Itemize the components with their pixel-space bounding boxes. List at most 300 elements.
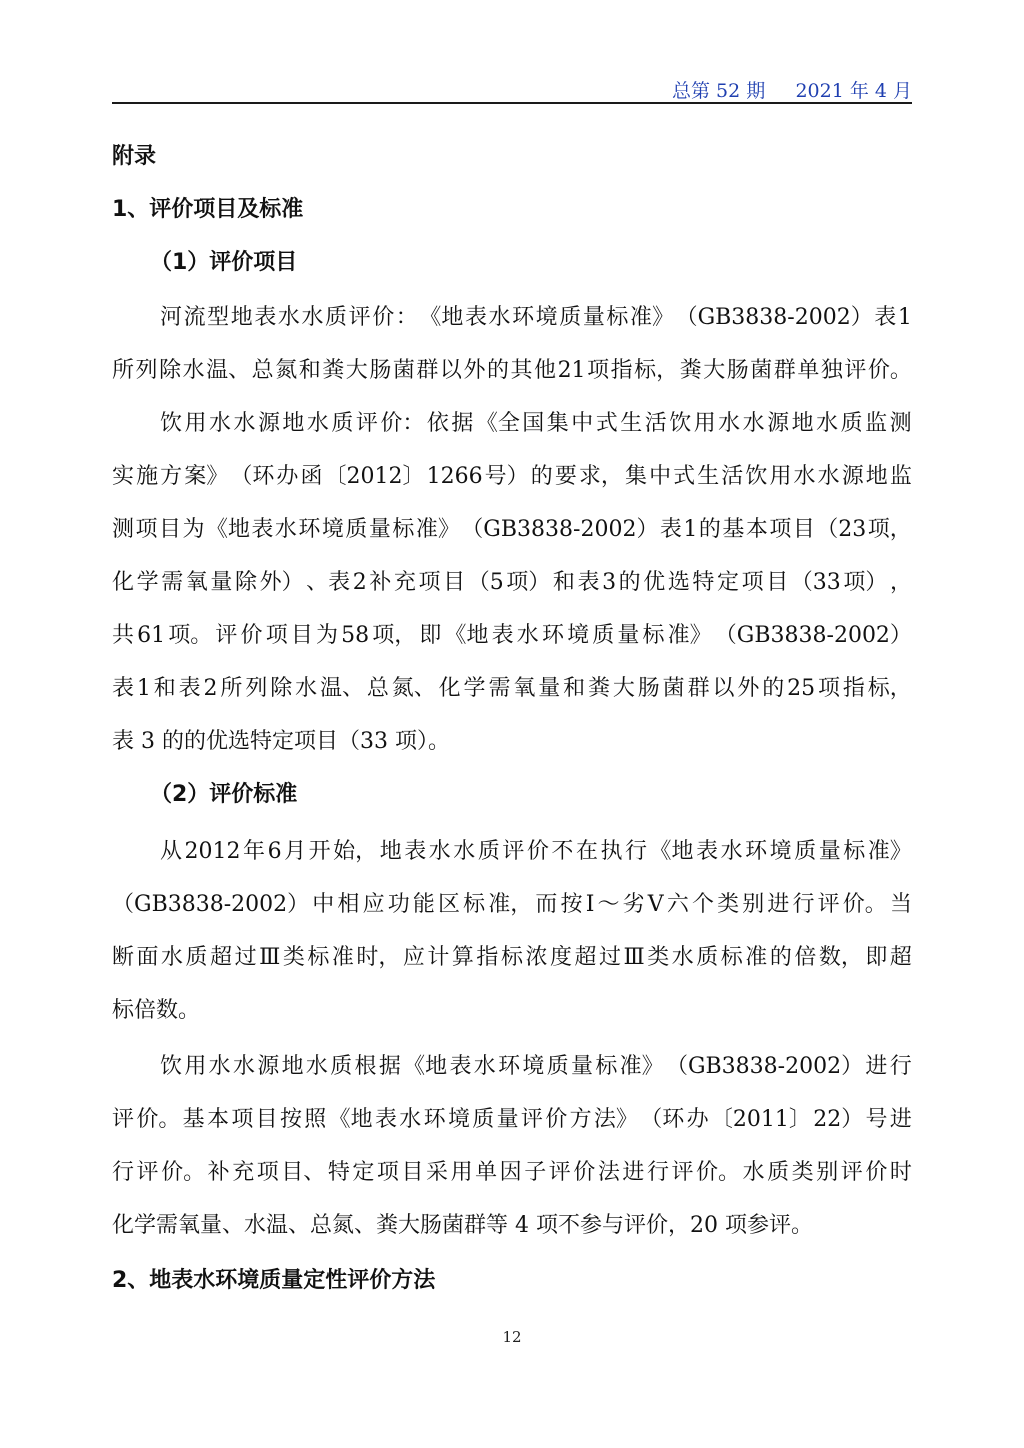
text-token: 表 [254, 305, 277, 330]
text-token: 特 [692, 570, 715, 595]
text-token: 环 [423, 1107, 446, 1132]
text-token: 质 [185, 945, 208, 970]
text-token: 表 [449, 1054, 472, 1079]
text-token: 子 [524, 1160, 547, 1185]
text-token: 而 [535, 892, 558, 917]
text-token: 过 [599, 945, 622, 970]
text-token: 境 [567, 623, 590, 648]
text-token: 源 [257, 411, 280, 436]
text-token: 环 [512, 305, 535, 330]
text-token: 除 [270, 676, 293, 701]
text-token: 指 [476, 945, 499, 970]
text-token: 1266 [426, 464, 483, 489]
paragraph-2-line-7: 表 3 的的优选特定项目（33 项）。 [112, 729, 450, 754]
text-token: 采 [426, 1160, 449, 1185]
text-token: 目 [443, 570, 466, 595]
text-token: 用 [450, 1160, 473, 1185]
text-token: 地 [230, 305, 253, 330]
text-token: 项 [818, 676, 841, 701]
page-number: 12 [502, 1328, 522, 1346]
text-token: （GB3838-2002） [461, 517, 659, 542]
text-token: 数， [818, 945, 863, 970]
text-token: Ⅲ [259, 945, 281, 970]
text-token: 别 [816, 1160, 839, 1185]
paragraph-3-line-3 [112, 943, 912, 973]
text-token: 氧 [185, 570, 208, 595]
text-token: 质 [472, 1107, 495, 1132]
text-token: 《地 [444, 623, 489, 648]
text-token: 他 [534, 358, 557, 383]
text-token: 22） [813, 1107, 864, 1132]
text-token: 六 [666, 892, 689, 917]
text-token: 应 [402, 945, 425, 970]
section-1-1-title: （1）评价项目 [150, 250, 298, 275]
text-token: 评 [112, 1107, 135, 1132]
journal-issue-header: 总第 52 期 2021 年 4 月 [671, 80, 912, 102]
text-token: 执 [600, 839, 623, 864]
text-token: 除 [159, 358, 182, 383]
text-token: 水 [817, 464, 840, 489]
text-token: 标 [500, 945, 523, 970]
text-token: 饮 [160, 1054, 183, 1079]
text-token: 超 [889, 945, 912, 970]
text-token: 本 [206, 1107, 229, 1132]
text-token: 肠 [726, 358, 749, 383]
text-token: 质 [331, 411, 354, 436]
text-token: 标 [307, 945, 330, 970]
text-token: 温、 [319, 676, 364, 701]
text-token: 实 [112, 464, 135, 489]
text-token: 准， [488, 892, 533, 917]
text-token: 能 [412, 892, 435, 917]
text-token: 价 [372, 305, 395, 330]
text-token: 为 [182, 517, 205, 542]
text-token: 水 [399, 1107, 422, 1132]
text-token: 总 [366, 676, 389, 701]
text-token: 水 [182, 358, 205, 383]
text-token: （环 [230, 464, 275, 489]
text-token: 外 [463, 358, 486, 383]
text-token: 生 [697, 464, 720, 489]
text-token: 质 [345, 517, 368, 542]
text-token: 充 [232, 1160, 255, 1185]
text-token: 和 [552, 570, 575, 595]
text-token: 源 [767, 411, 790, 436]
text-token: 监 [865, 411, 888, 436]
text-token: 项， [867, 517, 912, 542]
text-token: 标 [720, 945, 743, 970]
text-token: 25 [787, 676, 816, 701]
text-token: 项 [741, 570, 764, 595]
text-token: 超 [574, 945, 597, 970]
text-token: 过 [234, 945, 257, 970]
text-token: 评 [348, 305, 371, 330]
text-token: 选 [667, 570, 690, 595]
text-token: 大 [703, 358, 726, 383]
text-token: 评 [817, 892, 840, 917]
text-token: 表 [659, 517, 682, 542]
text-token: 施 [136, 464, 159, 489]
text-token: 目 [290, 623, 313, 648]
paragraph-1-line-1 [160, 303, 912, 333]
text-token: 和 [153, 676, 176, 701]
text-token: 项 [418, 570, 441, 595]
text-token: 水 [295, 676, 318, 701]
text-token: 准 [745, 945, 768, 970]
text-token: 活 [721, 464, 744, 489]
text-token: 进 [767, 892, 790, 917]
text-token: 大 [612, 676, 635, 701]
text-token: 《地 [403, 1054, 448, 1079]
text-token: 表 [251, 517, 274, 542]
text-token: 依 [426, 411, 449, 436]
text-token: 境 [447, 1107, 470, 1132]
text-token: 量 [582, 305, 605, 330]
text-token: 价。 [161, 1160, 206, 1185]
text-token: 需 [488, 676, 511, 701]
text-token: 量 [368, 517, 391, 542]
text-token: 标 [595, 1054, 618, 1079]
text-token: 除 [234, 570, 257, 595]
text-token: 境 [769, 839, 792, 864]
text-token: 21 [557, 358, 586, 383]
text-token: 项。 [168, 623, 213, 648]
text-token: 进 [889, 1107, 912, 1132]
text-token: 劣 [622, 892, 645, 917]
text-token: 按 [279, 1107, 302, 1132]
text-token: 共 [112, 623, 135, 648]
text-token: 功 [387, 892, 410, 917]
text-token: 其 [510, 358, 533, 383]
text-token: 法 [597, 1160, 620, 1185]
text-token: 区 [437, 892, 460, 917]
text-token: 基 [722, 517, 745, 542]
text-token: 表 [577, 570, 600, 595]
text-token: 生 [620, 411, 643, 436]
text-token: 项） [843, 570, 888, 595]
text-token: 测 [112, 517, 135, 542]
text-token: 水 [274, 517, 297, 542]
text-token: 活 [644, 411, 667, 436]
text-token: 价： [380, 411, 425, 436]
text-token: 标， [867, 676, 912, 701]
paragraph-1-line-2 [112, 356, 912, 386]
text-token: 价 [573, 1160, 596, 1185]
text-token: 类 [791, 1160, 814, 1185]
text-token: 办 [686, 1107, 709, 1132]
text-token: 评 [840, 1160, 863, 1185]
text-token: 环 [541, 623, 564, 648]
text-token: 水 [742, 1160, 765, 1185]
text-token: 质 [325, 305, 348, 330]
text-token: 《地 [649, 839, 694, 864]
text-token: 定 [717, 570, 740, 595]
text-token: 号） [484, 464, 529, 489]
text-token: 大 [345, 358, 368, 383]
text-token: 式 [595, 411, 618, 436]
text-token: 水 [742, 411, 765, 436]
text-token: 倍 [794, 945, 817, 970]
text-token: 表 [112, 676, 135, 701]
text-token: 水 [473, 1054, 496, 1079]
text-token: 目 [255, 1107, 278, 1132]
text-token: 群 [687, 676, 710, 701]
text-token: 应 [362, 892, 385, 917]
text-token: 超 [210, 945, 233, 970]
text-token: 地 [791, 411, 814, 436]
text-token: （GB3838-2002） [675, 305, 873, 330]
text-token: 〔2012〕 [324, 464, 425, 489]
paragraph-2-line-2 [112, 462, 912, 492]
paragraph-2-line-4 [112, 568, 912, 598]
text-token: 评 [671, 1160, 694, 1185]
text-token: 水 [816, 411, 839, 436]
text-token: 表 [696, 839, 719, 864]
text-token: 补 [369, 570, 392, 595]
text-token: 外 [737, 676, 760, 701]
text-token: 准》 [867, 839, 912, 864]
text-token: 行 [792, 892, 815, 917]
text-token: 评 [520, 1107, 543, 1132]
text-token: 标 [463, 892, 486, 917]
text-token: 准 [331, 945, 354, 970]
text-token: 目 [158, 517, 181, 542]
text-token: 进 [622, 1160, 645, 1185]
text-token: 水 [306, 411, 329, 436]
text-token: 行 [625, 839, 648, 864]
text-token: 价 [526, 839, 549, 864]
text-token: 即 [865, 945, 888, 970]
text-token: 水 [671, 945, 694, 970]
text-token: 目 [766, 570, 789, 595]
text-token: 温、 [206, 358, 251, 383]
text-token: 、表 [306, 570, 351, 595]
text-token: 氧 [513, 676, 536, 701]
text-token: 国 [522, 411, 545, 436]
text-token: ： [395, 305, 418, 330]
text-token: 58 [341, 623, 370, 648]
text-token: 以 [439, 358, 462, 383]
text-token: 准》 [415, 517, 460, 542]
text-token: 用 [693, 411, 716, 436]
text-token: 标 [392, 517, 415, 542]
text-token: （GB3838-2002） [665, 1054, 864, 1079]
text-token: 目、 [281, 1160, 326, 1185]
text-token: 中 [571, 411, 594, 436]
text-token: 中 [312, 892, 335, 917]
text-token: 菌 [392, 358, 415, 383]
text-token: 因 [499, 1160, 522, 1185]
text-token: 监 [889, 464, 912, 489]
text-token: 1 [136, 676, 151, 701]
text-token: 的 [762, 676, 785, 701]
text-token: 价。 [842, 892, 887, 917]
text-token: 源 [841, 464, 864, 489]
text-token: 号 [865, 1107, 888, 1132]
text-token: 的 [769, 945, 792, 970]
text-token: 办 [276, 464, 299, 489]
text-token: 水 [718, 411, 741, 436]
text-token: 氮、 [391, 676, 436, 701]
text-token: 表 [491, 623, 514, 648]
text-token: 质 [696, 945, 719, 970]
paragraph-3-line-4: 标倍数。 [112, 998, 201, 1023]
text-token: 源 [257, 1054, 280, 1079]
text-token: 优 [643, 570, 666, 595]
text-token: 不 [551, 839, 574, 864]
text-token: 粪 [588, 676, 611, 701]
text-token: 境 [522, 1054, 545, 1079]
text-token: 项 [265, 623, 288, 648]
text-token: 评 [502, 839, 525, 864]
text-token: 要 [554, 464, 577, 489]
text-token: 环 [298, 517, 321, 542]
text-token: 补 [207, 1160, 230, 1185]
text-token: 特 [327, 1160, 350, 1185]
text-token: 《地 [328, 1107, 373, 1132]
text-token: 学 [463, 676, 486, 701]
text-token: 计 [427, 945, 450, 970]
text-token: 表 [374, 1107, 397, 1132]
text-token: 水 [720, 839, 743, 864]
text-token: Ⅴ [647, 892, 664, 917]
text-token: 水 [208, 1054, 231, 1079]
text-token: 价 [865, 1160, 888, 1185]
text-token: 环 [498, 1054, 521, 1079]
text-token: 水 [233, 411, 256, 436]
text-token: 标 [642, 623, 665, 648]
text-token: 表 [404, 839, 427, 864]
text-token: 评 [844, 358, 867, 383]
text-token: 月 [284, 839, 307, 864]
text-token: 的 [618, 570, 641, 595]
text-token: 水 [793, 464, 816, 489]
text-token: 目 [401, 1160, 424, 1185]
text-token: 单 [475, 1160, 498, 1185]
text-token: 1 [897, 305, 912, 330]
text-token: 独 [820, 358, 843, 383]
text-token: 水 [453, 839, 476, 864]
text-token: 时 [889, 1160, 912, 1185]
appendix-title: 附录 [112, 144, 157, 169]
text-token: 粪 [322, 358, 345, 383]
text-token: 用 [184, 411, 207, 436]
paragraph-2-line-1 [160, 409, 912, 439]
text-token: 别 [742, 892, 765, 917]
text-token: 所 [112, 358, 135, 383]
text-token: 式 [673, 464, 696, 489]
text-token: 水 [488, 305, 511, 330]
text-token: 用 [184, 1054, 207, 1079]
text-token: Ⅲ [623, 945, 645, 970]
text-token: 量 [617, 623, 640, 648]
text-token: ， [889, 570, 912, 595]
text-token: 表 [178, 676, 201, 701]
text-token: 时， [356, 945, 401, 970]
text-token: 项 [376, 1160, 399, 1185]
text-token: 总 [251, 358, 274, 383]
text-token: 基 [182, 1107, 205, 1132]
text-token: 的 [698, 517, 721, 542]
text-token: 质 [592, 623, 615, 648]
text-token: 饮 [745, 464, 768, 489]
text-token: 算 [451, 945, 474, 970]
text-token: 水 [301, 305, 324, 330]
text-token: 和 [298, 358, 321, 383]
paragraph-2-line-3 [112, 515, 912, 545]
text-token: 氮 [275, 358, 298, 383]
text-token: 菌 [662, 676, 685, 701]
text-token: 环 [745, 839, 768, 864]
text-token: 表 [464, 305, 487, 330]
text-token: 项 [231, 1107, 254, 1132]
text-token: Ⅰ [585, 892, 595, 917]
text-token: 境 [535, 305, 558, 330]
text-token: 即 [419, 623, 442, 648]
text-token: （23 [816, 517, 867, 542]
text-token: 为 [315, 623, 338, 648]
header-rule [112, 102, 912, 104]
text-token: 量 [210, 570, 233, 595]
text-token: 集 [546, 411, 569, 436]
text-token: （GB3838-2002） [714, 623, 912, 648]
text-token: （5 [467, 570, 504, 595]
text-token: 肠 [369, 358, 392, 383]
text-token: 肠 [637, 676, 660, 701]
text-token: 年 [243, 839, 266, 864]
text-token: 准》 [667, 623, 712, 648]
text-token: 量 [818, 839, 841, 864]
text-token: 以 [712, 676, 735, 701]
text-token: 水 [277, 305, 300, 330]
text-token: 地 [379, 839, 402, 864]
paragraph-4-line-4: 化学需氧量、水温、总氮、粪大肠菌群等 4 项不参与评价，20 项参评。 [112, 1213, 813, 1238]
text-token: 地 [282, 411, 305, 436]
text-token: 61 [137, 623, 166, 648]
text-token: 2 [203, 676, 218, 701]
text-token: 项 [256, 1160, 279, 1185]
section-2-title: 2、地表水环境质量定性评价方法 [112, 1268, 436, 1293]
text-token: 当 [889, 892, 912, 917]
text-token: 3 [602, 570, 617, 595]
text-token: 水 [161, 945, 184, 970]
text-token: 1 [683, 517, 698, 542]
text-token: 化 [112, 570, 135, 595]
text-token: 类 [647, 945, 670, 970]
text-token: 开 [308, 839, 331, 864]
text-token: 准》 [629, 305, 674, 330]
text-token: 评 [215, 623, 238, 648]
text-token: 断 [112, 945, 135, 970]
text-token: 项） [506, 570, 551, 595]
text-token: 列 [245, 676, 268, 701]
text-token: ～ [597, 892, 620, 917]
text-token: 目 [792, 517, 815, 542]
text-token: （GB3838-2002） [112, 892, 310, 917]
text-token: 评 [355, 411, 378, 436]
text-token: 集 [624, 464, 647, 489]
text-token: 外） [259, 570, 304, 595]
text-token: 列 [135, 358, 158, 383]
text-token: （33 [790, 570, 841, 595]
paragraph-2-line-5 [112, 621, 912, 651]
text-token: 相 [337, 892, 360, 917]
text-token: 6 [267, 839, 282, 864]
text-token: 根 [354, 1054, 377, 1079]
text-token: 项 [135, 517, 158, 542]
text-token: 价。 [136, 1107, 181, 1132]
text-token: 群 [773, 358, 796, 383]
